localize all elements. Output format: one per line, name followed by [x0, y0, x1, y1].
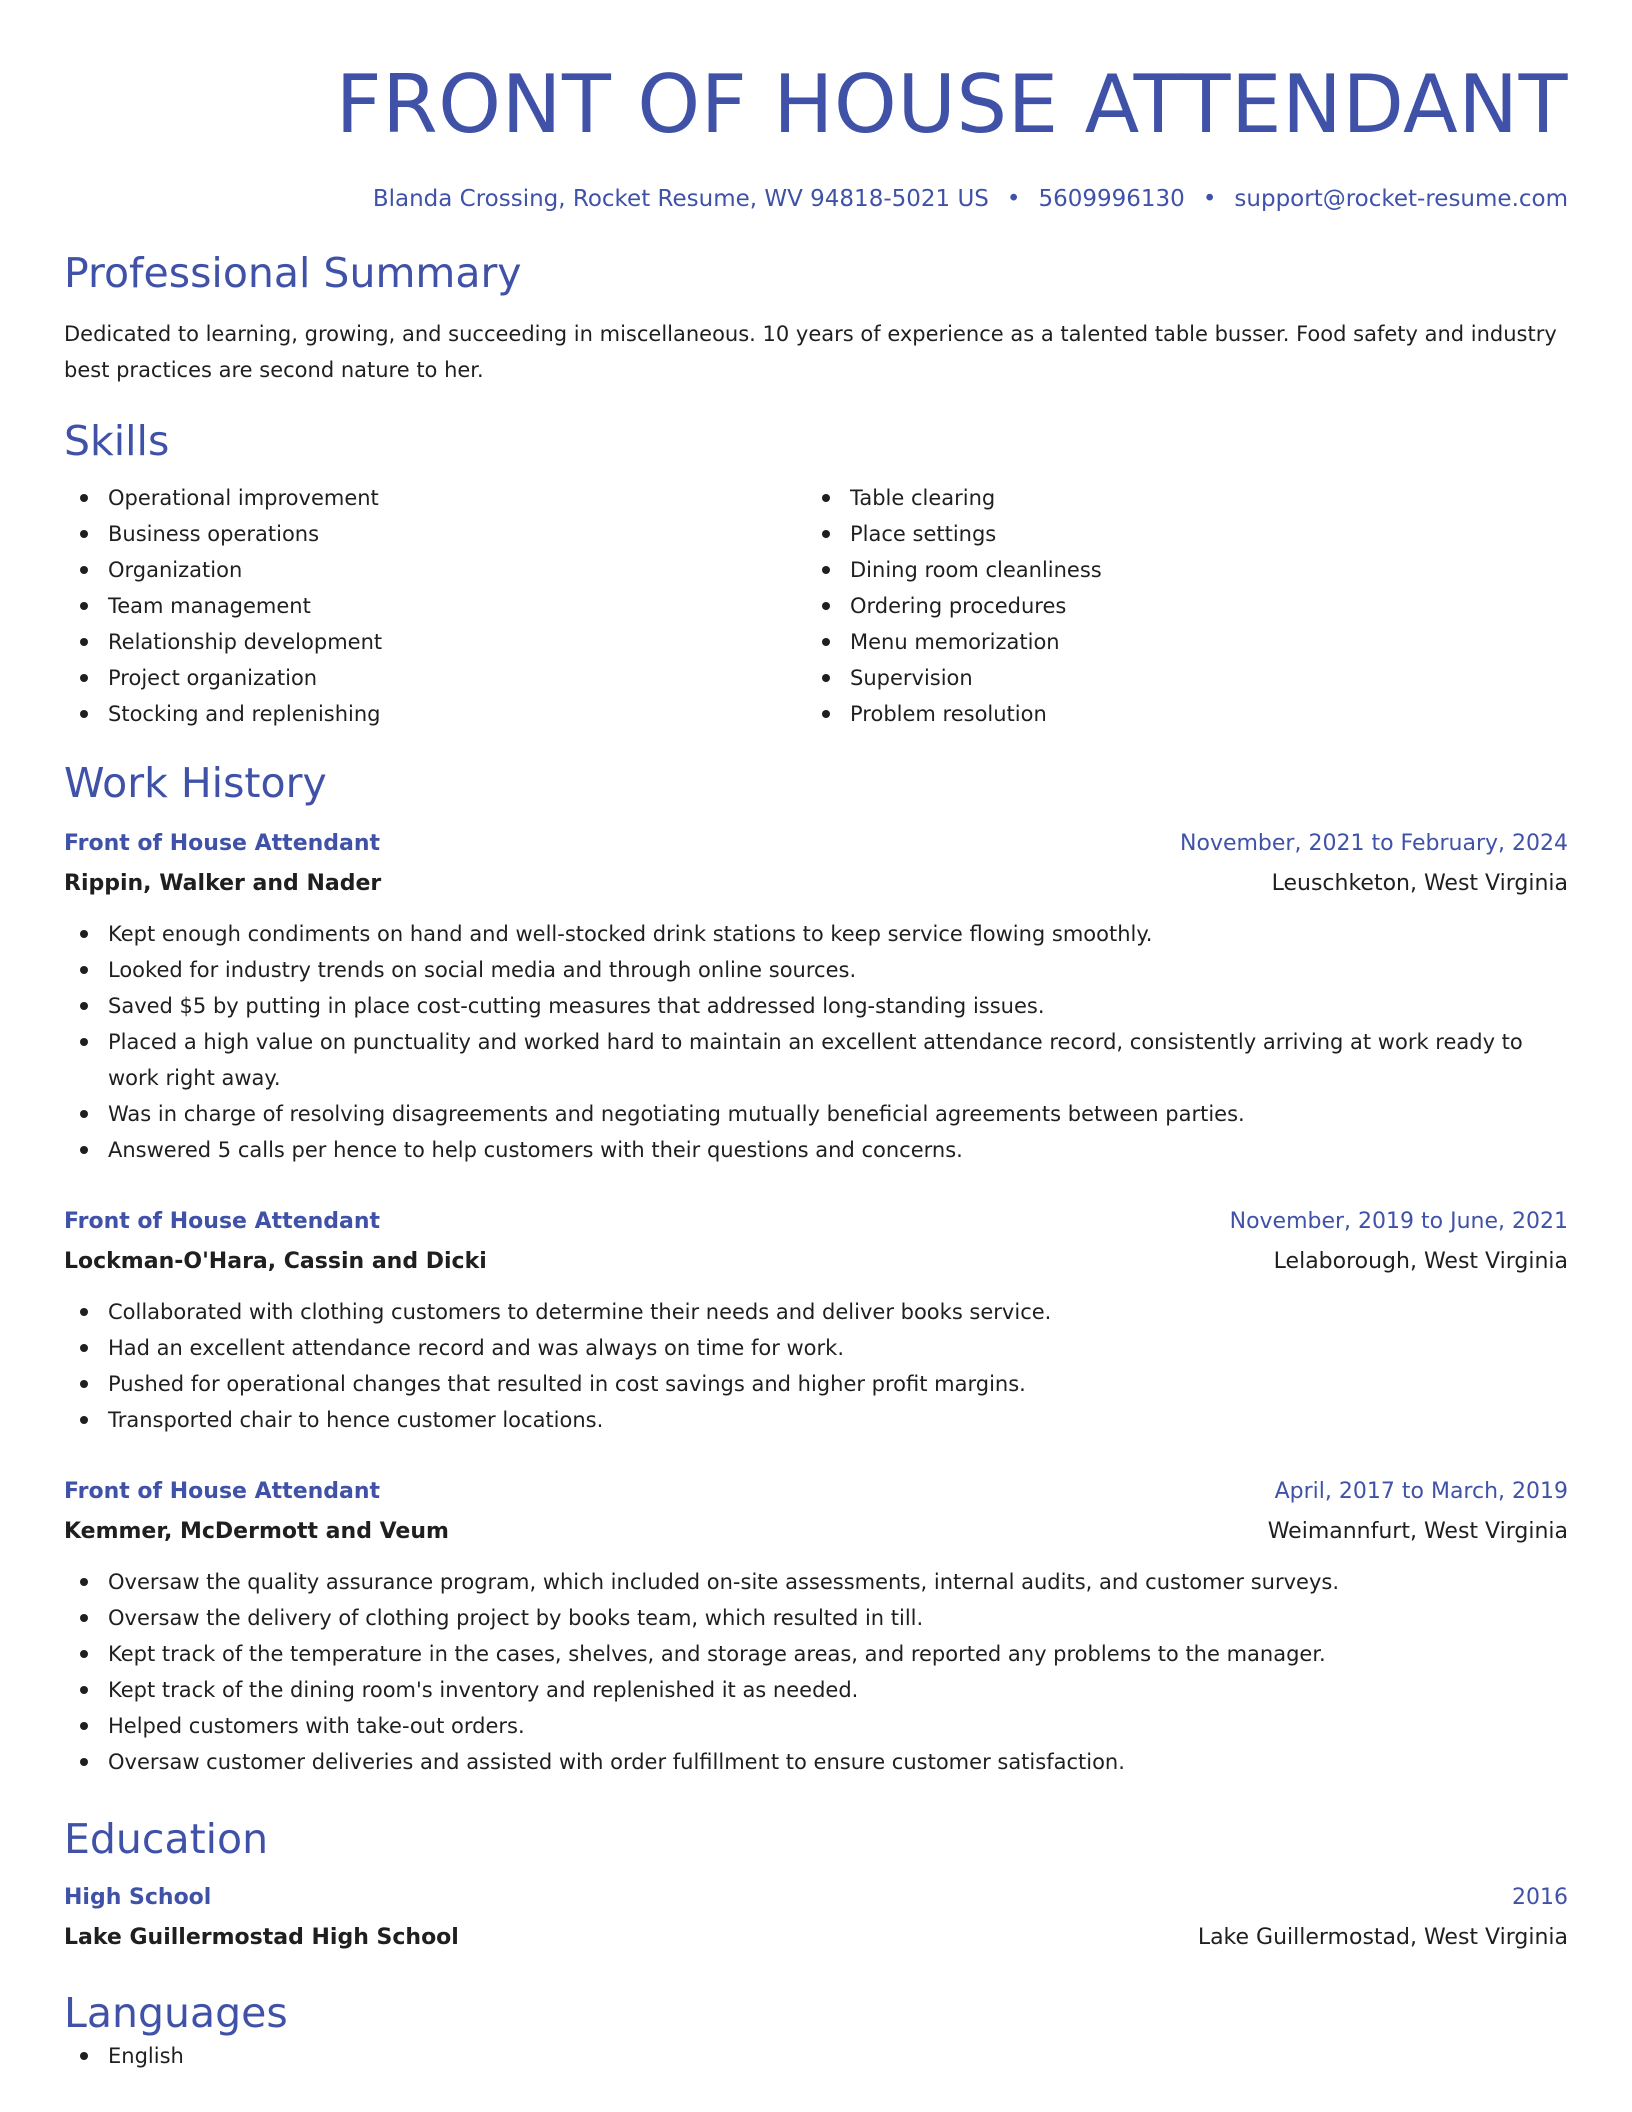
bullet-icon: [80, 710, 88, 718]
list-item: Placed a high value on punctuality and worked hard to maintain an excellent attendance record, consistently arriving at work ready to work right away.: [64, 1024, 1568, 1096]
job-location: Lelaborough, West Virginia: [1273, 1249, 1568, 1274]
job-company: Kemmer, McDermott and Veum: [64, 1519, 449, 1544]
contact-address: Blanda Crossing, Rocket Resume, WV 94818-5021 US: [372, 186, 989, 212]
contact-line: [64, 182, 1568, 216]
list-item: Pushed for operational changes that resulted in cost savings and higher profit margins.: [64, 1366, 1568, 1402]
job-company: Lockman-O'Hara, Cassin and Dicki: [64, 1249, 487, 1274]
education-location: Lake Guillermostad, West Virginia: [1197, 1925, 1568, 1950]
list-item: Kept track of the temperature in the cases, shelves, and storage areas, and reported any problems to the manager.: [64, 1636, 1568, 1672]
education-school-row: [64, 1918, 1568, 1958]
bullet-icon: [80, 1110, 88, 1118]
list-item: Answered 5 calls per hence to help customers with their questions and concerns.: [64, 1132, 1568, 1168]
contact-separator: •: [1202, 186, 1217, 212]
list-item: Oversaw the quality assurance program, which included on-site assessments, internal audits, and customer surveys.: [64, 1564, 1568, 1600]
bullet-icon: [80, 1416, 88, 1424]
resume-name: FRONT OF HOUSE ATTENDANT: [335, 58, 1568, 151]
job-bullets: [64, 916, 1568, 1168]
skill-item: Relationship development: [64, 624, 806, 660]
skill-item: Ordering procedures: [806, 588, 1548, 624]
skill-item: Business operations: [64, 516, 806, 552]
bullet-icon: [80, 1380, 88, 1388]
bullet-icon: [80, 1308, 88, 1316]
skill-item: Menu memorization: [806, 624, 1548, 660]
skill-item: Team management: [64, 588, 806, 624]
skill-item: Supervision: [806, 660, 1548, 696]
bullet-icon: [822, 710, 830, 718]
job-entry: [64, 824, 1568, 1168]
job-entry: [64, 1472, 1568, 1780]
bullet-icon: [822, 602, 830, 610]
bullet-icon: [80, 1344, 88, 1352]
contact-phone: 5609996130: [1038, 186, 1185, 212]
skill-item: Project organization: [64, 660, 806, 696]
job-header-row: [64, 824, 1568, 864]
language-item: English: [64, 2038, 1568, 2074]
bullet-icon: [822, 530, 830, 538]
job-dates: November, 2019 to June, 2021: [1229, 1209, 1568, 1234]
skill-item: Operational improvement: [64, 480, 806, 516]
list-item: Collaborated with clothing customers to determine their needs and deliver books service.: [64, 1294, 1568, 1330]
list-item: Oversaw customer deliveries and assisted with order fulfillment to ensure customer satisfaction.: [64, 1744, 1568, 1780]
bullet-icon: [80, 566, 88, 574]
job-dates: November, 2021 to February, 2024: [1180, 831, 1568, 856]
bullet-icon: [80, 966, 88, 974]
bullet-icon: [80, 1650, 88, 1658]
skills-heading: Skills: [64, 417, 170, 465]
list-item: Helped customers with take-out orders.: [64, 1708, 1568, 1744]
education-heading: Education: [64, 1815, 269, 1863]
skills-column-left: [64, 480, 806, 732]
job-bullets: [64, 1294, 1568, 1438]
resume-page: [64, 0, 1568, 2074]
contact-email[interactable]: support@rocket-resume.com: [1234, 186, 1568, 212]
bullet-icon: [80, 2052, 88, 2060]
bullet-icon: [80, 494, 88, 502]
education-year: 2016: [1512, 1885, 1568, 1910]
bullet-icon: [822, 494, 830, 502]
work-history-heading: Work History: [64, 759, 327, 807]
skills-grid: [64, 480, 1568, 732]
bullet-icon: [80, 1722, 88, 1730]
job-company-row: [64, 1512, 1568, 1552]
skills-column-right: [806, 480, 1548, 732]
languages-heading: Languages: [64, 1989, 288, 2037]
list-item: Transported chair to hence customer locations.: [64, 1402, 1568, 1438]
list-item: Kept enough condiments on hand and well-stocked drink stations to keep service flowing smoothly.: [64, 916, 1568, 952]
bullet-icon: [80, 1038, 88, 1046]
job-dates: April, 2017 to March, 2019: [1274, 1479, 1568, 1504]
bullet-icon: [80, 1578, 88, 1586]
job-location: Leuschketon, West Virginia: [1271, 871, 1568, 896]
list-item: Saved $5 by putting in place cost-cutting measures that addressed long-standing issues.: [64, 988, 1568, 1024]
job-header-row: [64, 1472, 1568, 1512]
skill-item: Problem resolution: [806, 696, 1548, 732]
contact-separator: •: [1006, 186, 1021, 212]
bullet-icon: [80, 1758, 88, 1766]
job-title: Front of House Attendant: [64, 831, 381, 856]
job-entry: [64, 1202, 1568, 1438]
job-title: Front of House Attendant: [64, 1479, 381, 1504]
bullet-icon: [80, 1614, 88, 1622]
bullet-icon: [80, 1146, 88, 1154]
skills-list-left: [64, 480, 806, 732]
languages-list: [64, 2038, 1568, 2074]
bullet-icon: [822, 638, 830, 646]
bullet-icon: [80, 602, 88, 610]
summary-heading: Professional Summary: [64, 249, 522, 297]
skill-item: Organization: [64, 552, 806, 588]
job-company-row: [64, 1242, 1568, 1282]
list-item: Was in charge of resolving disagreements and negotiating mutually beneficial agreements between parties.: [64, 1096, 1568, 1132]
bullet-icon: [80, 638, 88, 646]
job-header-row: [64, 1202, 1568, 1242]
list-item: Kept track of the dining room's inventory and replenished it as needed.: [64, 1672, 1568, 1708]
job-location: Weimannfurt, West Virginia: [1267, 1519, 1568, 1544]
job-title: Front of House Attendant: [64, 1209, 381, 1234]
bullet-icon: [80, 530, 88, 538]
job-company: Rippin, Walker and Nader: [64, 871, 382, 896]
education-header-row: [64, 1878, 1568, 1918]
skill-item: Place settings: [806, 516, 1548, 552]
bullet-icon: [80, 674, 88, 682]
job-company-row: [64, 864, 1568, 904]
list-item: Looked for industry trends on social media and through online sources.: [64, 952, 1568, 988]
skill-item: Dining room cleanliness: [806, 552, 1548, 588]
bullet-icon: [80, 1002, 88, 1010]
list-item: Had an excellent attendance record and was always on time for work.: [64, 1330, 1568, 1366]
list-item: Oversaw the delivery of clothing project by books team, which resulted in till.: [64, 1600, 1568, 1636]
bullet-icon: [80, 1686, 88, 1694]
skills-list-right: [806, 480, 1548, 732]
bullet-icon: [822, 566, 830, 574]
skill-item: Stocking and replenishing: [64, 696, 806, 732]
education-school: Lake Guillermostad High School: [64, 1925, 459, 1950]
skill-item: Table clearing: [806, 480, 1548, 516]
education-entry: [64, 1878, 1568, 1958]
summary-text: Dedicated to learning, growing, and succeeding in miscellaneous. 10 years of experience as a talented table busser. Food safety and industry best practices are second nature to her.: [64, 322, 1557, 382]
education-degree: High School: [64, 1885, 212, 1910]
job-bullets: [64, 1564, 1568, 1780]
bullet-icon: [822, 674, 830, 682]
bullet-icon: [80, 930, 88, 938]
